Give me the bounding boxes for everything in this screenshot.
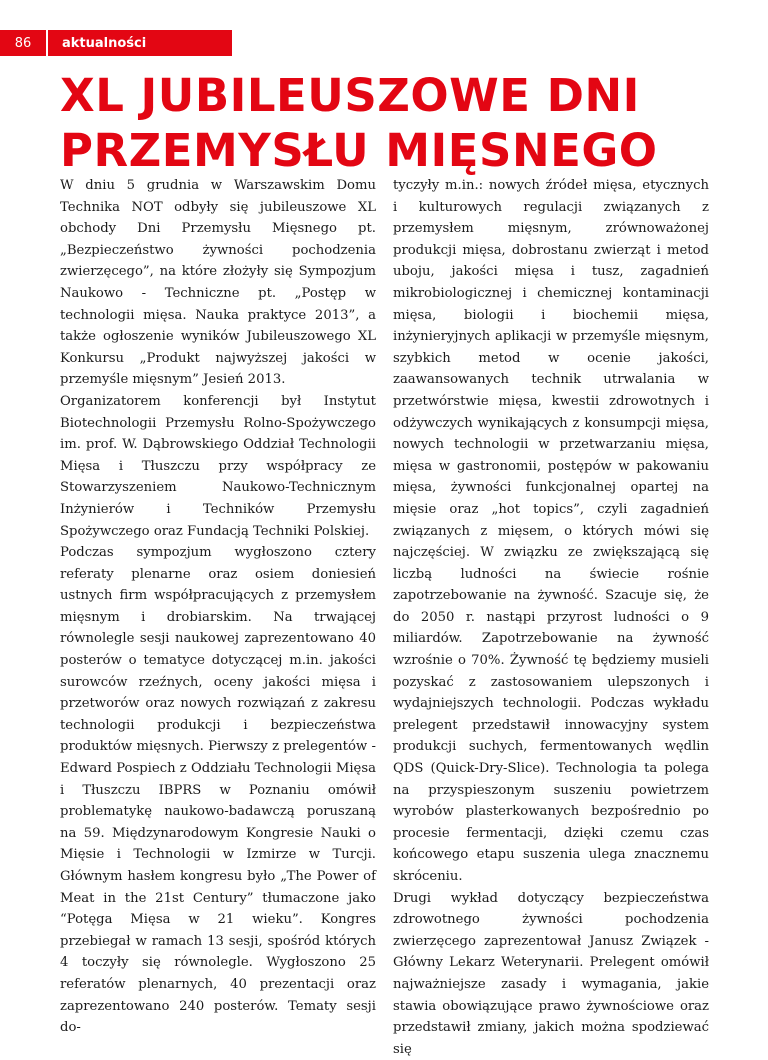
article-column-left xyxy=(60,175,376,1039)
paragraph: Podczas sympozjum wygłoszono cztery referaty plenarne oraz osiem doniesień ustnych firm współpracujących z przemysłem mięsnym i drobiarskim. Na trwającej równolegle sesji naukowej zaprezentowano 40 posterów o tematyce dotyczącej m.in. jakości surowców rzeźnych, oceny jakości mięsa i przetworów oraz nowych rozwiązań z zakresu technologii produkcji i bezpieczeństwa produktów mięsnych. Pierwszy z prelegentów - Edward Pospiech z Oddziału Technologii Mięsa i Tłuszczu IBPRS w Poznaniu omówił problematykę naukowo-badawczą poruszaną na 59. Międzynarodowym Kongresie Nauki o Mięsie i Technologii w Izmirze w Turcji. Głównym hasłem kongresu było „The Power of Meat in the 21st Century” tłumaczone jako “Potęga Mięsa w 21 wieku”. Kongres przebiegał w ramach 13 sesji, spośród których 4 toczyły się równolegle. Wygłoszono 25 referatów plenarnych, 40 prezentacji oraz zaprezentowano 240 posterów. Tematy sesji do- xyxy=(60,545,376,1036)
section-header xyxy=(0,30,232,56)
paragraph: W dniu 5 grudnia w Warszawskim Domu Technika NOT odbyły się jubileuszowe XL obchody Dni Przemysłu Mięsnego pt. „Bezpieczeństwo żywności pochodzenia zwierzęcego”, na które złożyły się Sympozjum Naukowo - Techniczne pt. „Postęp w technologii mięsa. Nauka praktyce 2013”, a także ogłoszenie wyników Jubileuszowego XL Konkursu „Produkt najwyższej jakości w przemyśle mięsnym” Jesień 2013. xyxy=(60,178,376,388)
article-column-right xyxy=(393,175,709,1060)
paragraph: tyczyły m.in.: nowych źródeł mięsa, etycznych i kulturowych regulacji związanych z przemysłem mięsnym, zrównoważonej produkcji mięsa, dobrostanu zwierząt i metod uboju, jakości mięsa i tusz, zagadnień mikrobiologicznej i chemicznej kontaminacji mięsa, biologii i biochemii mięsa, inżynieryjnych aplikacji w przemyśle mięsnym, szybkich metod w ocenie jakości, zaawansowanych technik utrwalania w przetwórstwie mięsa, kwestii zdrowotnych i odżywczych wynikających z konsumpcji mięsa, nowych technologii w przetwarzaniu mięsa, mięsa w gastronomii, postępów w pakowaniu mięsa, żywności funkcjonalnej opartej na mięsie oraz „hot topics”, czyli zagadnień związanych z mięsem, o których mówi się najczęściej. W związku ze zwiększającą się liczbą ludności na świecie rośnie zapotrzebowanie na żywność. Szacuje się, że do 2050 r. nastąpi przyrost ludności o 9 miliardów. Zapotrzebowanie na żywność wzrośnie o 70%. Żywność tę będziemy musieli pozyskać z zastosowaniem ulepszonych i wydajniejszych technologii. Podczas wykładu prelegent przedstawił innowacyjny system produkcji suchych, fermentowanych wędlin QDS (Quick-Dry-Slice). Technologia ta polega na przyspieszonym suszeniu powietrzem wyrobów plasterkowanych bezpośrednio po procesie fermentacji, dzięki czemu czas końcowego etapu suszenia ulega znacznemu skróceniu. xyxy=(393,178,709,884)
page-number: 86 xyxy=(0,30,46,56)
article-title: XL JUBILEUSZOWE DNI PRZEMYSŁU MIĘSNEGO xyxy=(60,69,658,177)
paragraph: Organizatorem konferencji był Instytut Biotechnologii Przemysłu Rolno-Spożywczego im. prof. W. Dąbrowskiego Oddział Technologii Mięsa i Tłuszczu przy współpracy ze Stowarzyszeniem Naukowo-Technicznym Inżynierów i Techników Przemysłu Spożywczego oraz Fundacją Techniki Polskiej. xyxy=(60,393,376,539)
section-label: aktualności xyxy=(46,30,232,56)
paragraph: Drugi wykład dotyczący bezpieczeństwa zdrowotnego żywności pochodzenia zwierzęcego zaprezentował Janusz Związek - Główny Lekarz Weterynarii. Prelegent omówił najważniejsze zasady i wymagania, jakie stawia obowiązujące prawo żywnościowe oraz przedstawił zmiany, jakich można spodziewać się xyxy=(393,890,709,1057)
